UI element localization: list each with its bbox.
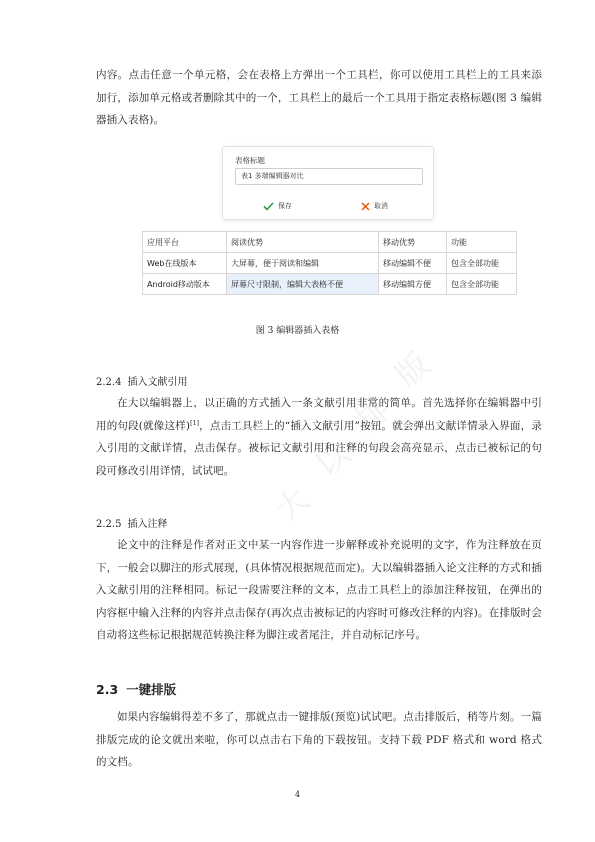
citation-mark[interactable]: [1] bbox=[190, 419, 200, 427]
table-row bbox=[143, 274, 517, 295]
intro-paragraph: 内容。点击任意一个单元格，会在表格上方弹出一个工具栏，你可以使用工具栏上的工具来添加行，添加单元格或者删除其中的一个，工具栏上的最后一个工具用于指定表格标题(图 3 编辑器插入表格)。 bbox=[96, 69, 542, 126]
table-title-input[interactable]: 表1 多端编辑器对比 bbox=[235, 168, 423, 185]
table-cell[interactable]: 移动编辑方便 bbox=[379, 274, 447, 295]
table-cell[interactable]: 包含全部功能 bbox=[447, 253, 517, 274]
section-number: 2.3 bbox=[96, 682, 119, 697]
section-heading-225 bbox=[96, 515, 167, 530]
table-row bbox=[143, 232, 517, 253]
close-icon bbox=[361, 202, 370, 211]
save-label: 保存 bbox=[278, 202, 292, 210]
table-cell[interactable]: 功能 bbox=[447, 232, 517, 253]
table-title-popup bbox=[222, 146, 434, 220]
cancel-label: 取消 bbox=[374, 202, 388, 210]
section-title: 插入文献引用 bbox=[127, 377, 188, 388]
popup-title: 表格标题 bbox=[235, 156, 265, 165]
table-cell[interactable]: 阅读优势 bbox=[227, 232, 379, 253]
section-number: 2.2.5 bbox=[96, 519, 122, 530]
table-cell[interactable]: 包含全部功能 bbox=[447, 274, 517, 295]
section-title: 插入注释 bbox=[127, 519, 168, 530]
watermark-char: 大 bbox=[267, 479, 317, 530]
check-icon bbox=[263, 202, 274, 211]
section-heading-23 bbox=[96, 680, 176, 698]
section-number: 2.2.4 bbox=[96, 377, 122, 388]
paragraph-text: ，点击工具栏上的“插入文献引用”按钮。就会弹出文献详情录入界面，录入引用的文献详情，点击保存。被标记文献引用和注释的句段会高亮显示，点击已被标记的句段可修改引用详情，试试吧。 bbox=[96, 419, 542, 477]
paragraph-23: 如果内容编辑得差不多了，那就点击一键排版(预览)试试吧。点击排版后，稍等片刻。一篇排版完成的论文就出来啦，你可以点击右下角的下载按钮。支持下载 PDF 格式和 word 格式的文档。 bbox=[96, 711, 542, 768]
paragraph-text: 在大以编辑器上，以正确的方式插入一条文献引用非常的简单。首先选择你在编辑器中引用的句段(就像这样) bbox=[96, 397, 542, 432]
page-number: 4 bbox=[294, 790, 301, 799]
watermark-char: 版 bbox=[387, 344, 437, 395]
watermark-char: 以 bbox=[307, 434, 357, 485]
cancel-button[interactable] bbox=[361, 201, 388, 211]
table-cell-selected[interactable]: 屏幕尺寸限制，编辑大表格不便 bbox=[227, 274, 379, 295]
paragraph-224 bbox=[96, 392, 542, 482]
paragraph-225: 论文中的注释是作者对正文中某一内容作进一步解释或补充说明的文字，作为注释放在页下，一般会以脚注的形式展现，(具体情况根据规范而定)。大以编辑器插入论文注释的方式和插入文献引用的注释相同。标记一段需要注释的文本，点击工具栏上的添加注释按钮，在弹出的内容框中输入注释的内容并点击保存(再次点击被标记的内容时可修改注释的内容)。在排版时会自动将这些标记根据规范转换注释为脚注或者尾注，并自动标记序号。 bbox=[96, 539, 542, 641]
section-title: 一键排版 bbox=[126, 682, 177, 697]
table-cell[interactable]: 移动优势 bbox=[379, 232, 447, 253]
table-cell[interactable]: 大屏幕，便于阅读和编辑 bbox=[227, 253, 379, 274]
figure-caption: 图 3 编辑器插入表格 bbox=[255, 326, 340, 336]
table-cell[interactable]: 移动编辑不便 bbox=[379, 253, 447, 274]
table-row bbox=[143, 253, 517, 274]
table-cell[interactable]: 应用平台 bbox=[143, 232, 227, 253]
watermark-char: 排 bbox=[347, 389, 397, 440]
save-button[interactable] bbox=[263, 201, 292, 211]
section-heading-224 bbox=[96, 373, 187, 388]
table-cell[interactable]: Android移动版本 bbox=[143, 274, 227, 295]
comparison-table bbox=[142, 231, 517, 295]
table-cell[interactable]: Web在线版本 bbox=[143, 253, 227, 274]
